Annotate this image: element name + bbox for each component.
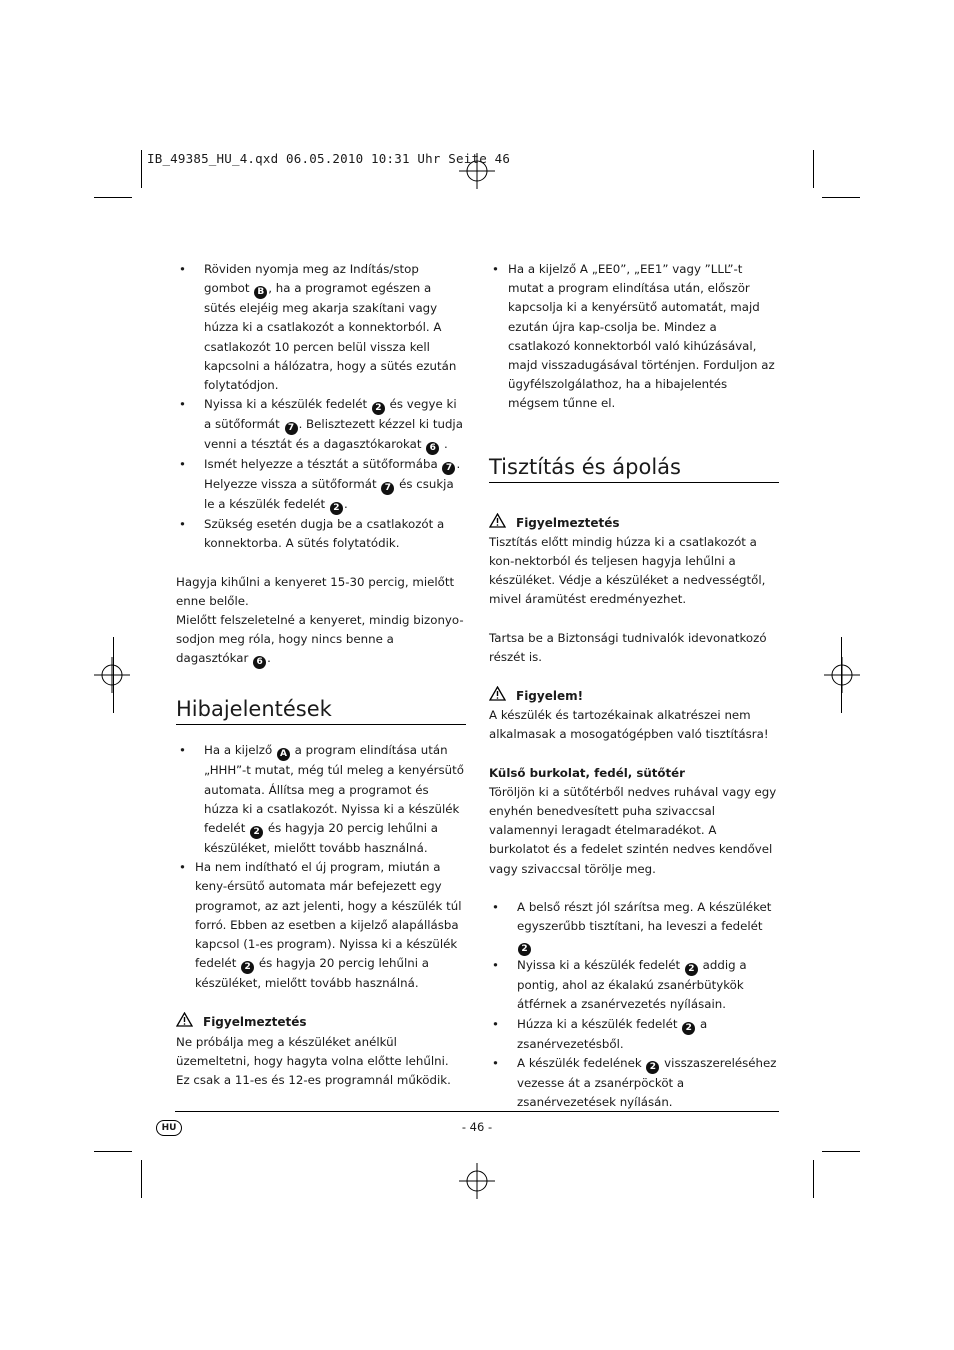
registration-mark-icon: [94, 657, 130, 693]
crop-mark: [841, 637, 842, 713]
crop-mark: [141, 150, 142, 188]
number-badge-icon: 7: [285, 422, 298, 435]
paragraph: Hagyja kihűlni a kenyeret 15-30 percig, mielőtt enne belőle.: [176, 574, 455, 608]
warning-icon: [489, 513, 506, 528]
left-column: [176, 260, 466, 1090]
number-badge-icon: 2: [685, 963, 698, 976]
number-badge-icon: 6: [426, 442, 439, 455]
list-item: • Ha nem indítható el új program, miután a keny-érsütő automata már befejezett egy programot, az azt jelenti, hogy a készülék túl forró. Ebben az esetben a kijelző alapállásba kapcsol (1-es program). Nyissa ki a készülék fedelét 2 és hagyja 20 percig lehűlni a készüléket, mielőtt tovább használná.: [176, 858, 466, 993]
paragraph: Mielőtt felszeletelné a kenyeret, mindig bizonyo-sodjon meg róla, hogy nincs benne a dagasztókar 6 .: [176, 613, 464, 668]
list-item: • Szükség esetén dugja be a csatlakozót a konnektorba. A sütés folytatódik.: [176, 515, 466, 553]
number-badge-icon: 2: [241, 961, 254, 974]
sub-heading: Külső burkolat, fedél, sütőtér: [489, 765, 685, 780]
paragraph: Töröljön ki a sütőtérből nedves ruhával vagy egy enyhén benedvesített puha szivaccsal valamennyi leragadt ételmaradékot. A burkolatot és a fedelet szintén nedves kendővel vagy szivaccsal törölje meg.: [489, 784, 777, 876]
warning-text: Tisztítás előtt mindig húzza ki a csatlakozót a kon-nektorból és teljesen hagyja lehűlni a készüléket. Védje a készüléket a nedvességtől, mivel áramütést eredményezhet.: [489, 534, 766, 607]
list-item: • Ha a kijelző A a program elindítása után „HHH”-t mutat, még túl meleg a kenyérsütő automata. Állítsa meg a programot és húzza ki a csatlakozót. Nyissa ki a készülék fedelét 2 és hagyja 20 percig lehűlni a készüléket, mielőtt tovább használná.: [176, 741, 466, 858]
number-badge-icon: 7: [442, 462, 455, 475]
registration-mark-icon: [459, 1163, 495, 1199]
number-badge-icon: A: [277, 748, 290, 761]
registration-mark-icon: [824, 657, 860, 693]
list-item: • Nyissa ki a készülék fedelét 2 és vegye ki a sütőformát 7 . Belisztezett kézzel ki tudja venni a tésztát és a dagasztókarokat 6 .: [176, 395, 466, 455]
number-badge-icon: 2: [250, 826, 263, 839]
number-badge-icon: 2: [372, 402, 385, 415]
page-number: - 46 -: [461, 1120, 493, 1134]
crop-mark: [822, 197, 860, 198]
language-badge: HU: [156, 1120, 182, 1136]
number-badge-icon: 7: [381, 482, 394, 495]
file-slug: IB_49385_HU_4.qxd 06.05.2010 10:31 Uhr Seite 46: [147, 151, 511, 166]
crop-mark: [813, 1160, 814, 1198]
list-item: • Húzza ki a készülék fedelét 2 a zsanérvezetésből.: [489, 1015, 779, 1054]
paragraph: Tartsa be a Biztonsági tudnivalók idevonatkozó részét is.: [489, 630, 767, 664]
list-item: • A belső részt jól szárítsa meg. A készüléket egyszerűbb tisztítani, ha leveszi a fedelét 2: [489, 898, 779, 956]
bullet-list: [489, 898, 779, 1112]
warning-title: Figyelmeztetés: [176, 1012, 466, 1032]
bullet-list: [176, 741, 466, 858]
list-item: • Ismét helyezze a tésztát a sütőformába 7 . Helyezze vissza a sütőformát 7 és csukja le a készülék fedelét 2 .: [176, 455, 466, 515]
list-item: • A készülék fedelének 2 visszaszereléséhez vezesse át a zsanérpöcköt a zsanérvezetések nyílásán.: [489, 1054, 779, 1112]
attention-title: Figyelem!: [489, 686, 779, 706]
crop-mark: [822, 1151, 860, 1152]
section-heading: Tisztítás és ápolás: [489, 454, 779, 483]
warning-text: Ne próbálja meg a készüléket anélkül üzemeltetni, hogy hagyta volna előtte lehűlni.: [176, 1034, 449, 1068]
list-item: • Röviden nyomja meg az Indítás/stop gombot B , ha a programot egészen a sütés elejéig meg akarja szakítani vagy húzza ki a csatlakozót a konnektorból. A csatlakozót 10 percen belül vissza kell kapcsolni a hálózatra, hogy a sütés ezután folytatódjon.: [176, 260, 466, 395]
footer-rule: [175, 1111, 779, 1112]
crop-mark: [94, 197, 132, 198]
bullet-list: [176, 858, 466, 993]
bullet-list: [176, 260, 466, 554]
attention-text: A készülék és tartozékainak alkatrészei nem alkalmasak a mosogatógépben való tisztításra!: [489, 708, 769, 742]
bullet-list: [489, 260, 779, 414]
number-badge-icon: 6: [253, 656, 266, 669]
warning-text: Ez csak a 11-es és 12-es programnál működik.: [176, 1073, 451, 1088]
warning-icon: [176, 1012, 193, 1027]
crop-mark: [113, 637, 114, 713]
number-badge-icon: 2: [330, 502, 343, 515]
crop-mark: [813, 150, 814, 188]
section-heading: Hibajelentések: [176, 696, 466, 725]
number-badge-icon: 2: [646, 1061, 659, 1074]
crop-mark: [94, 1151, 132, 1152]
list-item: • Ha a kijelző A „EE0”, „EE1” vagy ”LLL”-t mutat a program elindítása után, először kapcsolja ki a kenyérsütő automatát, majd ezután újra kap-csolja be. Mindez a csatlakozó konnektorból való kihúzásával, majd visszadugásával történjen. Forduljon az ügyfélszolgálathoz, ha a hibajelentés mégsem tűnne el.: [489, 260, 779, 414]
number-badge-icon: B: [254, 286, 267, 299]
list-item: • Nyissa ki a készülék fedelét 2 addig a pontig, ahol az ékalakú zsanérbütykök átférnek a zsanérvezetés nyílásain.: [489, 956, 779, 1014]
warning-icon: [489, 686, 506, 701]
right-column: [489, 260, 779, 1112]
number-badge-icon: 2: [518, 943, 531, 956]
crop-mark: [141, 1160, 142, 1198]
number-badge-icon: 2: [682, 1022, 695, 1035]
warning-title: Figyelmeztetés: [489, 513, 779, 533]
